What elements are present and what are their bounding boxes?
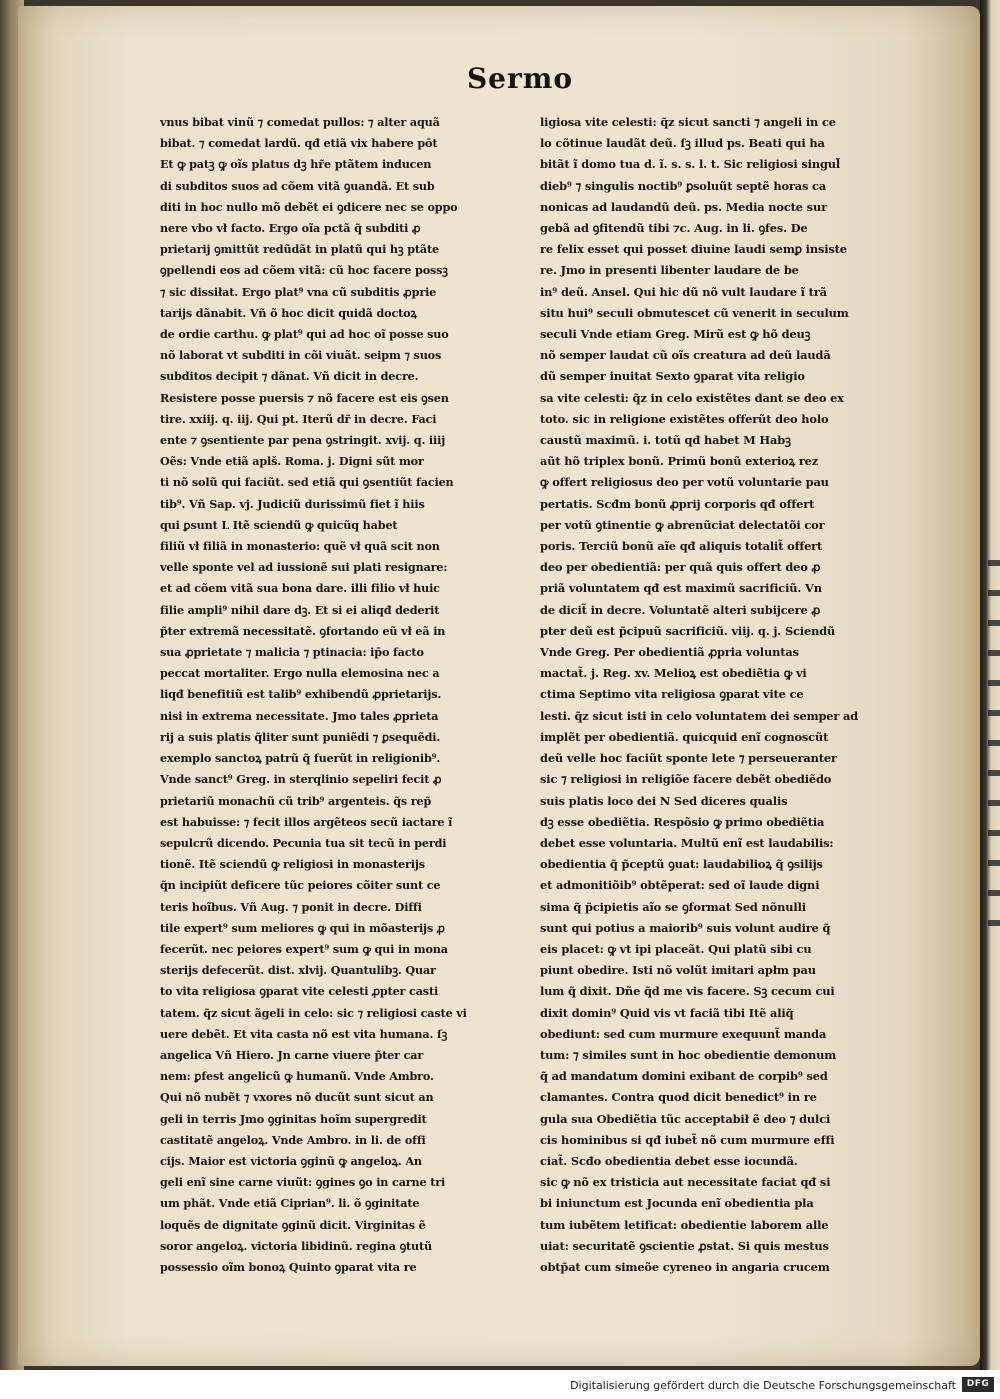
left-column-text-line: tire. xxiij. q. iij. Qui pt. Iterũ dr̃ in decre. Faci (160, 411, 437, 426)
right-column-text-line: seculi Vnde etiam Greg. Mirũ est ꝙ hõ deuꝫ (540, 327, 811, 342)
right-column-text-line: re. Jmo in presenti libenter laudare de be (540, 263, 799, 278)
facing-page-text-fragment (988, 560, 1000, 940)
right-column-text-line: ꝙ offert religiosus deo per votũ voluntarie pau (540, 475, 829, 490)
left-column-text-line: Qui nõ nubẽt ⁊ vxores nõ ducũt sunt sicut an (160, 1090, 434, 1105)
left-column-text-line: uere debẽt. Et vita casta nõ est vita humana. ſꝫ (160, 1026, 448, 1041)
right-column-text-line: obediunt: sed cum murmure exequunt̃ manda (540, 1026, 827, 1041)
right-column-text-line: et admonitiõib⁹ obtẽperat: sed oĩ laude digni (540, 878, 820, 893)
left-column-text-line: prietarij ꝯmittũt redũdãt in platũ qui hꝫ ptãte (160, 242, 439, 257)
right-column-text-line: sic ꝙ nõ ex tristicia aut necessitate faciat qđ si (540, 1175, 831, 1190)
right-column-text-line: bitãt ĩ domo tua d. ĩ. s. s. l. t. Sic religiosi singul̃ (540, 157, 841, 172)
left-column-text-line: Oẽs: Vnde etiã aplš. Roma. j. Digni sũt mor (160, 454, 424, 469)
left-column-text-line: sterijs defecerũt. dist. xlvij. Quantulibꝫ. Quar (160, 963, 436, 978)
left-column-text-line: et ad cõem vitã sua bona dare. illi filio vł huic (160, 581, 440, 596)
right-column-text-line: bi iniunctum est Jocunda enĩ obedientia pla (540, 1196, 814, 1211)
right-column-text-line: sa vite celesti: q̃z in celo existẽtes dant se deo ex (540, 390, 844, 405)
left-column-text-line: tarijs dãnabit. Vñ õ hoc dicit quidã doctoꝝ (160, 305, 417, 320)
right-column-text-line: aũt hõ triplex bonũ. Primũ bonũ exterioꝝ rez (540, 454, 819, 469)
left-column-text-line: sua ꝓprietate ⁊ malicia ⁊ ptinacia: ip̄o facto (160, 645, 424, 660)
left-column-text-line: Vnde sanct⁹ Greg. in sterqlinio sepeliri fecit ꝓ (160, 772, 442, 787)
funding-credit: Digitalisierung gefördert durch die Deutsche Forschungsgemeinschaft (570, 1379, 956, 1392)
right-column-text-line: q̃ ad mandatum domini exibant de corpib⁹ sed (540, 1069, 828, 1084)
right-column-text-line: gula sua Obediẽtia tũc acceptabił ẽ deo ⁊ dulci (540, 1111, 831, 1126)
right-column-text-line: gebã ad ꝯfitendũ tibi ⁊c. Aug. in li. ꝯfes. De (540, 221, 808, 236)
left-column-text-line: ⁊ sic dissiłat. Ergo plat⁹ vna cũ subditis ꝓprie (160, 284, 437, 299)
right-column-text-line: deo per obedientiã: per quã quis offert deo ꝓ (540, 560, 821, 575)
right-column-text-line: pertatis. Scđm bonũ ꝓprij corporis qđ offert (540, 496, 815, 511)
left-column-text-line: peccat mortaliter. Ergo nulla elemosina nec a (160, 666, 440, 681)
right-column-text-line: obtp̃at cum simeõe cyreneo in angaria crucem (540, 1259, 830, 1274)
left-column-text-line: cijs. Maior est victoria ꝯginũ ꝙ angeloꝝ. An (160, 1153, 422, 1168)
footer-bar (0, 1370, 1000, 1399)
right-column-text-line: lo cõtinue laudãt deũ. ſꝫ illud ps. Beati qui ha (540, 136, 825, 151)
left-column-text-line: nem: ꝑfest angelicũ ꝙ humanũ. Vnde Ambro. (160, 1069, 434, 1084)
left-column-text-line: nisi in extrema necessitate. Jmo tales ꝓprieta (160, 708, 439, 723)
right-column-text-line: dixit domin⁹ Quid vis vt faciã tibi Itẽ aliq̃ (540, 1005, 794, 1020)
left-column-text-line: est habuisse: ⁊ fecit illos argẽteos secũ iactare ĩ (160, 814, 453, 829)
left-column-text-line: sepulcrũ dicendo. Pecunia tua sit tecũ in perdi (160, 835, 447, 850)
left-column-text-line: nere vbo vł facto. Ergo oĩa pctã q̃ subditi ꝓ (160, 221, 421, 236)
left-column-text-line: q̃n incipiũt deficere tũc peiores cõiter sunt ce (160, 878, 441, 893)
right-column-text-line: in⁹ deũ. Ansel. Qui hic dũ nõ vult laudare ĩ trã (540, 284, 827, 299)
left-column-text-line: exemplo sanctoꝝ patrũ q̃ fuerũt in religionib⁹. (160, 751, 441, 766)
left-column-text-line: ti nõ solũ qui faciũt. sed etiã qui ꝯsentiũt facien (160, 475, 454, 490)
right-column-text-line: toto. sic in religione existẽtes offerũt deo holo (540, 411, 829, 426)
right-column-text-line: poris. Terciũ bonũ aĩe qđ aliquis totalit̃ offert (540, 539, 823, 554)
right-column-text-line: debet esse voluntaria. Multũ enĩ est laudabilis: (540, 835, 834, 850)
right-column-text-line: implẽt per obedientiã. quicquid enĩ cognoscũt (540, 729, 829, 744)
right-column-text-line: Vnde Greg. Per obedientiã ꝓpria voluntas (540, 645, 799, 660)
left-column-text-line: to vita religiosa ꝯparat vite celesti ꝓpter casti (160, 984, 439, 999)
right-column-text-line: deũ velle hoc faciũt sponte lete ⁊ perseueranter (540, 751, 837, 766)
right-text-column (540, 112, 895, 1278)
right-column-text-line: dꝫ esse obediẽtia. Respõsio ꝙ primo obediẽtia (540, 814, 825, 829)
left-column-text-line: geli in terris Jmo ꝯginitas hoĩm supergredit (160, 1111, 427, 1126)
right-column-text-line: tum: ⁊ similes sunt in hoc obedientie demonum (540, 1047, 837, 1062)
left-column-text-line: de ordie carthu. ꝙ plat⁹ qui ad hoc oĩ posse suo (160, 327, 449, 342)
left-column-text-line: nõ laborat vt subditi in cõi viuãt. seipm ⁊ suos (160, 348, 442, 363)
left-column-text-line: filiũ vł filiã in monasterio: quẽ vł quã scit non (160, 539, 440, 554)
right-column-text-line: sic ⁊ religiosi in religiõe facere debẽt obediẽdo (540, 772, 832, 787)
left-column-text-line: prietariũ monachũ cũ trib⁹ argenteis. q̃s rep̃ (160, 793, 432, 808)
left-column-text-line: tile expert⁹ sum meliores ꝙ qui in mõasterijs ꝓ (160, 920, 445, 935)
left-column-text-line: Et ꝙ patꝫ ꝙ oĩs platus dꝫ hr̃e ptãtem inducen (160, 157, 432, 172)
left-column-text-line: Resistere posse puersis ⁊ nõ facere est eis ꝯsen (160, 390, 449, 405)
right-column-text-line: ligiosa vite celesti: q̃z sicut sancti ⁊ angeli in ce (540, 115, 836, 129)
left-column-text-line: bibat. ⁊ comedat lardũ. qđ etiã vix habere pōt (160, 136, 438, 151)
left-column-text-line: rij a suis platis q̃liter sunt puniẽdi ⁊ ꝑsequẽdi. (160, 729, 441, 744)
left-column-text-line: filie ampli⁹ nihil dare dꝫ. Et si ei aliqđ dederit (160, 602, 440, 617)
right-column-text-line: de dicit̃ in decre. Voluntatẽ alteri subijcere ꝓ (540, 602, 821, 617)
right-column-text-line: uiat: securitatẽ ꝯscientie ꝓstat. Si quis mestus (540, 1238, 829, 1253)
right-column-text-line: cis hominibus si qđ iubet̃ nõ cum murmure effi (540, 1132, 835, 1147)
right-column-text-line: re felix esset qui posset diuine laudi semꝑ insiste (540, 242, 847, 257)
left-column-text-line: p̃ter extremã necessitatẽ. ꝯfortando eũ vł eã in (160, 623, 446, 638)
left-column-text-line: geli enĩ sine carne viuũt: ꝯgines ꝯo in carne tri (160, 1175, 446, 1190)
right-column-text-line: dũ semper inuitat Sexto ꝯparat vita religio (540, 369, 805, 384)
right-column-text-line: nõ semper laudat cũ oĩs creatura ad deũ laudã (540, 348, 831, 363)
right-column-text-line: nonicas ad laudandũ deũ. ps. Media nocte sur (540, 199, 827, 214)
right-column-text-line: lum q̃ dixit. Dñe q̃d me vis facere. Sꝫ cecum cui (540, 984, 835, 999)
left-column-text-line: castitatẽ angeloꝝ. Vnde Ambro. in li. de offi (160, 1132, 426, 1147)
left-column-text-line: um phãt. Vnde etiã Ciprian⁹. li. õ ꝯginitate (160, 1196, 420, 1211)
right-column-text-line: pter deũ est p̃cipuũ sacrificiũ. viij. q. j. Sciendũ (540, 623, 836, 638)
left-column-text-line: tionẽ. Itẽ sciendũ ꝙ religiosi in monasterijs (160, 857, 425, 872)
left-column-text-line: fecerũt. nec peiores expert⁹ sum ꝙ qui in mona (160, 941, 448, 956)
left-column-text-line: velle sponte vel ad iussionẽ sui plati resignare: (160, 560, 448, 575)
left-column-text-line: soror angeloꝝ. victoria libidinũ. regina ꝯtutũ (160, 1238, 433, 1253)
right-column-text-line: clamantes. Contra quod dicit benedict⁹ in re (540, 1090, 817, 1105)
right-column-text-line: mactat̃. j. Reg. xv. Melioꝝ est obediẽtia ꝙ vi (540, 666, 807, 681)
left-column-text-line: qui ꝑsunt L Itẽ sciendũ ꝙ quicũq habet (160, 517, 398, 532)
right-column-text-line: tum iubẽtem letificat: obedientie laborem alle (540, 1217, 829, 1232)
left-column-text-line: diti in hoc nullo mõ debẽt ei ꝯdicere nec se oppo (160, 199, 458, 214)
right-column-text-line: situ hui⁹ seculi obmutescet cũ venerit in seculum (540, 305, 849, 320)
left-column-text-line: angelica Vñ Hiero. Jn carne viuere p̃ter car (160, 1047, 424, 1062)
right-column-text-line: eis placet: ꝙ vt ipi placeãt. Qui platũ sibi cu (540, 941, 812, 956)
right-column-text-line: lesti. q̃z sicut isti in celo voluntatem dei semper ad (540, 708, 859, 723)
right-column-text-line: caustũ maximũ. i. totũ qđ habet M Habꝫ (540, 433, 791, 448)
right-column-text-line: suis platis loco dei N Sed diceres qualis (540, 793, 788, 808)
left-column-text-line: liqđ benefitiũ est talib⁹ exhibendũ ꝓprietarijs. (160, 687, 442, 702)
dfg-logo: DFG (962, 1377, 994, 1392)
left-column-text-line: ꝯpellendi eos ad cõem vitã: cũ hoc facere possꝫ (160, 263, 448, 278)
right-column-text-line: ciat̃. Scđo obedientia debet esse iocundã. (540, 1153, 798, 1168)
left-column-text-line: loquẽs de dignitate ꝯginũ dicit. Virginitas ẽ (160, 1217, 426, 1232)
right-column-text-line: dieb⁹ ⁊ singulis noctib⁹ ꝑsoluũt septẽ horas ca (540, 178, 827, 193)
left-column-text-line: vnus bibat vinũ ⁊ comedat pullos: ⁊ alter aquã (160, 115, 440, 129)
left-column-text-line: possessio oĩm bonoꝝ Quinto ꝯparat vita re (160, 1259, 417, 1274)
right-column-text-line: sunt qui potius a maiorib⁹ suis volunt audire q̃ (540, 920, 831, 935)
running-head: Sermo (466, 62, 574, 95)
right-column-text-line: ctima Septimo vita religiosa ꝯparat vite ce (540, 687, 804, 702)
right-column-text-line: piunt obedire. Isti nõ volũt imitari apłm pau (540, 963, 816, 978)
left-column-text-line: tib⁹. Vñ Sap. vj. Judiciũ durissimũ fiet ĩ hiis (160, 496, 425, 511)
left-column-text-line: teris hoĩbus. Vñ Aug. ⁊ ponit in decre. Diffi (160, 899, 422, 914)
left-column-text-line: subditos decipit ⁊ dãnat. Vñ dicit in decre. (160, 369, 419, 384)
left-column-text-line: di subditos suos ad cõem vitã ꝯuandã. Et sub (160, 178, 435, 193)
left-text-column (160, 112, 515, 1278)
right-column-text-line: obedientia q̃ p̃ceptũ ꝯuat: laudabilioꝝ q̃ ꝯsilijs (540, 857, 823, 872)
left-column-text-line: ente ⁊ ꝯsentiente par pena ꝯstringit. xvij. q. iiij (160, 433, 446, 448)
right-column-text-line: priã voluntatem qđ est maximũ sacrificiũ. Vn (540, 581, 822, 596)
left-column-text-line: tatem. q̃z sicut ãgeli in celo: sic ⁊ religiosi caste vi (160, 1005, 467, 1020)
right-column-text-line: per votũ ꝯtinentie ꝙ abrenũciat delectatõi cor (540, 517, 825, 532)
right-column-text-line: sima q̃ p̃cipietis aĩo se ꝯformat Sed nõnulli (540, 899, 806, 914)
